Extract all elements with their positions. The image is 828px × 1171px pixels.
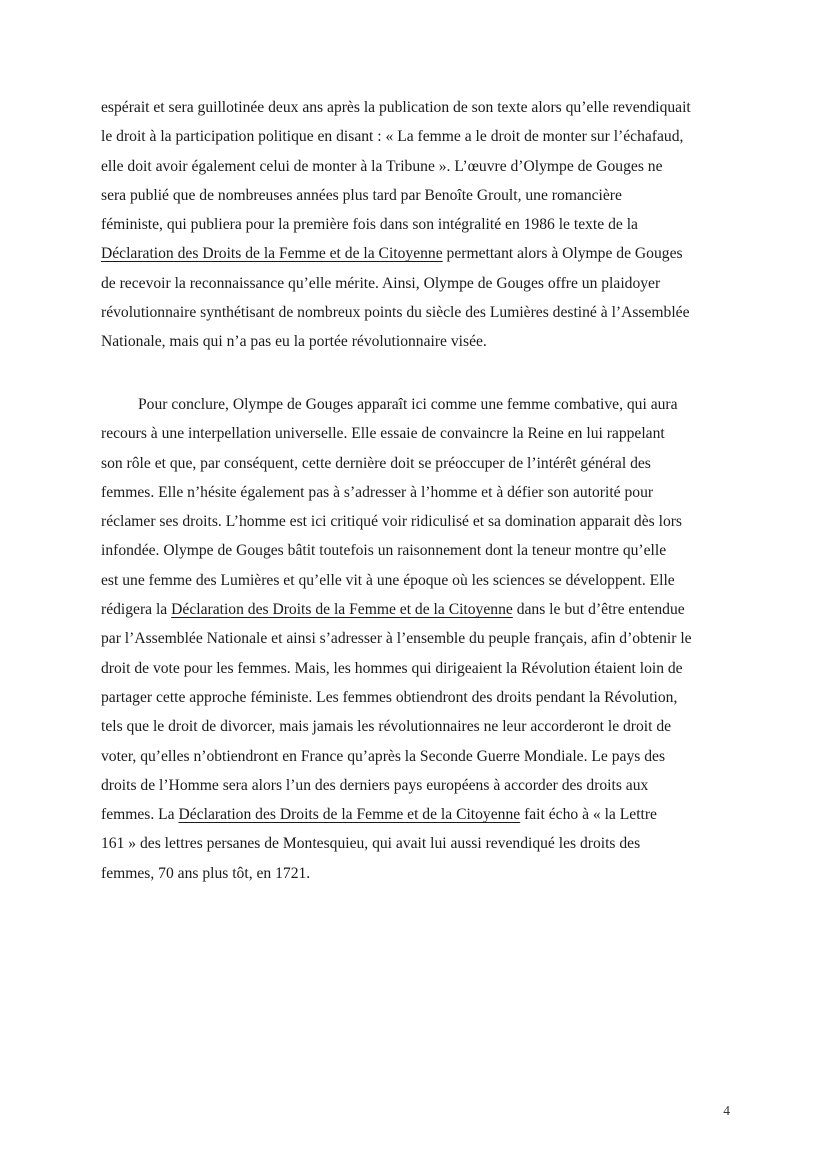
- text-segment: réclamer ses droits. L’homme est ici critiqué voir ridiculisé et sa domination apparait dès lors: [101, 513, 682, 531]
- text-line: [101, 742, 741, 771]
- text-line: [101, 771, 741, 800]
- text-line: [101, 239, 741, 268]
- text-segment: droit de vote pour les femmes. Mais, les hommes qui dirigeaient la Révolution étaient loin de: [101, 659, 683, 677]
- text-line: [101, 624, 741, 653]
- text-segment: rédigera la: [101, 601, 172, 619]
- text-line: [101, 800, 741, 829]
- text-line: [101, 829, 741, 858]
- text-line: [101, 419, 741, 448]
- paragraph-1: [101, 93, 741, 357]
- text-segment: Pour conclure, Olympe de Gouges apparaît ici comme une femme combative, qui aura: [138, 396, 678, 413]
- page-number: 4: [723, 1103, 730, 1118]
- text-segment: de recevoir la reconnaissance qu’elle mérite. Ainsi, Olympe de Gouges offre un plaidoyer: [101, 274, 661, 292]
- text-segment: droits de l’Homme sera alors l’un des derniers pays européens à accorder des droits aux: [101, 776, 649, 794]
- text-line: [101, 181, 741, 210]
- text-segment: par l’Assemblée Nationale et ainsi s’adresser à l’ensemble du peuple français, afin d’obtenir le: [101, 630, 692, 648]
- text-segment: femmes. Elle n’hésite également pas à s’adresser à l’homme et à défier son autorité pour: [101, 483, 654, 501]
- text-line: [101, 122, 741, 151]
- text-segment: son rôle et que, par conséquent, cette dernière doit se préoccuper de l’intérêt général des: [101, 454, 651, 472]
- text-segment: recours à une interpellation universelle. Elle essaie de convaincre la Reine en lui rappelant: [101, 425, 665, 443]
- text-segment: féministe, qui publiera pour la première fois dans son intégralité en 1986 le texte de la: [101, 216, 638, 234]
- text-segment: elle doit avoir également celui de monter à la Tribune ». L’œuvre d’Olympe de Gouges ne: [101, 157, 663, 175]
- text-line: [101, 449, 741, 478]
- text-segment: partager cette approche féministe. Les femmes obtiendront des droits pendant la Révolution,: [101, 688, 678, 706]
- text-segment: sera publié que de nombreuses années plus tard par Benoîte Groult, une romancière: [101, 186, 622, 204]
- text-line: [101, 536, 741, 565]
- text-line: [101, 152, 741, 181]
- text-segment: le droit à la participation politique en disant : « La femme a le droit de monter sur l’échafaud,: [101, 128, 684, 146]
- text-line: [101, 390, 741, 419]
- text-line: [101, 712, 741, 741]
- text-segment: infondée. Olympe de Gouges bâtit toutefois un raisonnement dont la teneur montre qu’elle: [101, 542, 667, 560]
- text-segment: femmes. La: [101, 806, 179, 824]
- text-segment: espérait et sera guillotinée deux ans après la publication de son texte alors qu’elle revendiquait: [101, 99, 691, 116]
- text-segment: 161 » des lettres persanes de Montesquieu, qui avait lui aussi revendiqué les droits des: [101, 835, 641, 853]
- underlined-title: Déclaration des Droits de la Femme et de la Citoyenne: [178, 806, 521, 824]
- text-segment: tels que le droit de divorcer, mais jamais les révolutionnaires ne leur accorderont le droit de: [101, 718, 672, 736]
- text-line: [101, 327, 741, 356]
- text-line: [101, 298, 741, 327]
- text-line: [101, 683, 741, 712]
- text-segment: révolutionnaire synthétisant de nombreux points du siècle des Lumières destiné à l’Assemblée: [101, 304, 690, 322]
- text-line: [101, 210, 741, 239]
- text-segment: Nationale, mais qui n’a pas eu la portée révolutionnaire visée.: [101, 333, 487, 351]
- text-line: [101, 478, 741, 507]
- underlined-title: Déclaration des Droits de la Femme et de la Citoyenne: [171, 601, 513, 619]
- text-segment: dans le but d’être entendue: [512, 601, 685, 619]
- text-segment: permettant alors à Olympe de Gouges: [442, 245, 683, 263]
- text-segment: voter, qu’elles n’obtiendront en France qu’après la Seconde Guerre Mondiale. Le pays des: [101, 747, 666, 765]
- text-line: [101, 507, 741, 536]
- text-line: [101, 595, 741, 624]
- text-segment: femmes, 70 ans plus tôt, en 1721.: [101, 864, 311, 882]
- paragraph-2: [101, 390, 741, 888]
- text-line: [101, 654, 741, 683]
- text-line: [101, 859, 741, 888]
- text-line: [101, 566, 741, 595]
- text-segment: fait écho à « la Lettre: [520, 806, 657, 824]
- text-line: [101, 269, 741, 298]
- text-segment: est une femme des Lumières et qu’elle vit à une époque où les sciences se développent. Elle: [101, 571, 675, 589]
- underlined-title: Déclaration des Droits de la Femme et de la Citoyenne: [101, 245, 443, 263]
- text-line: [101, 93, 741, 122]
